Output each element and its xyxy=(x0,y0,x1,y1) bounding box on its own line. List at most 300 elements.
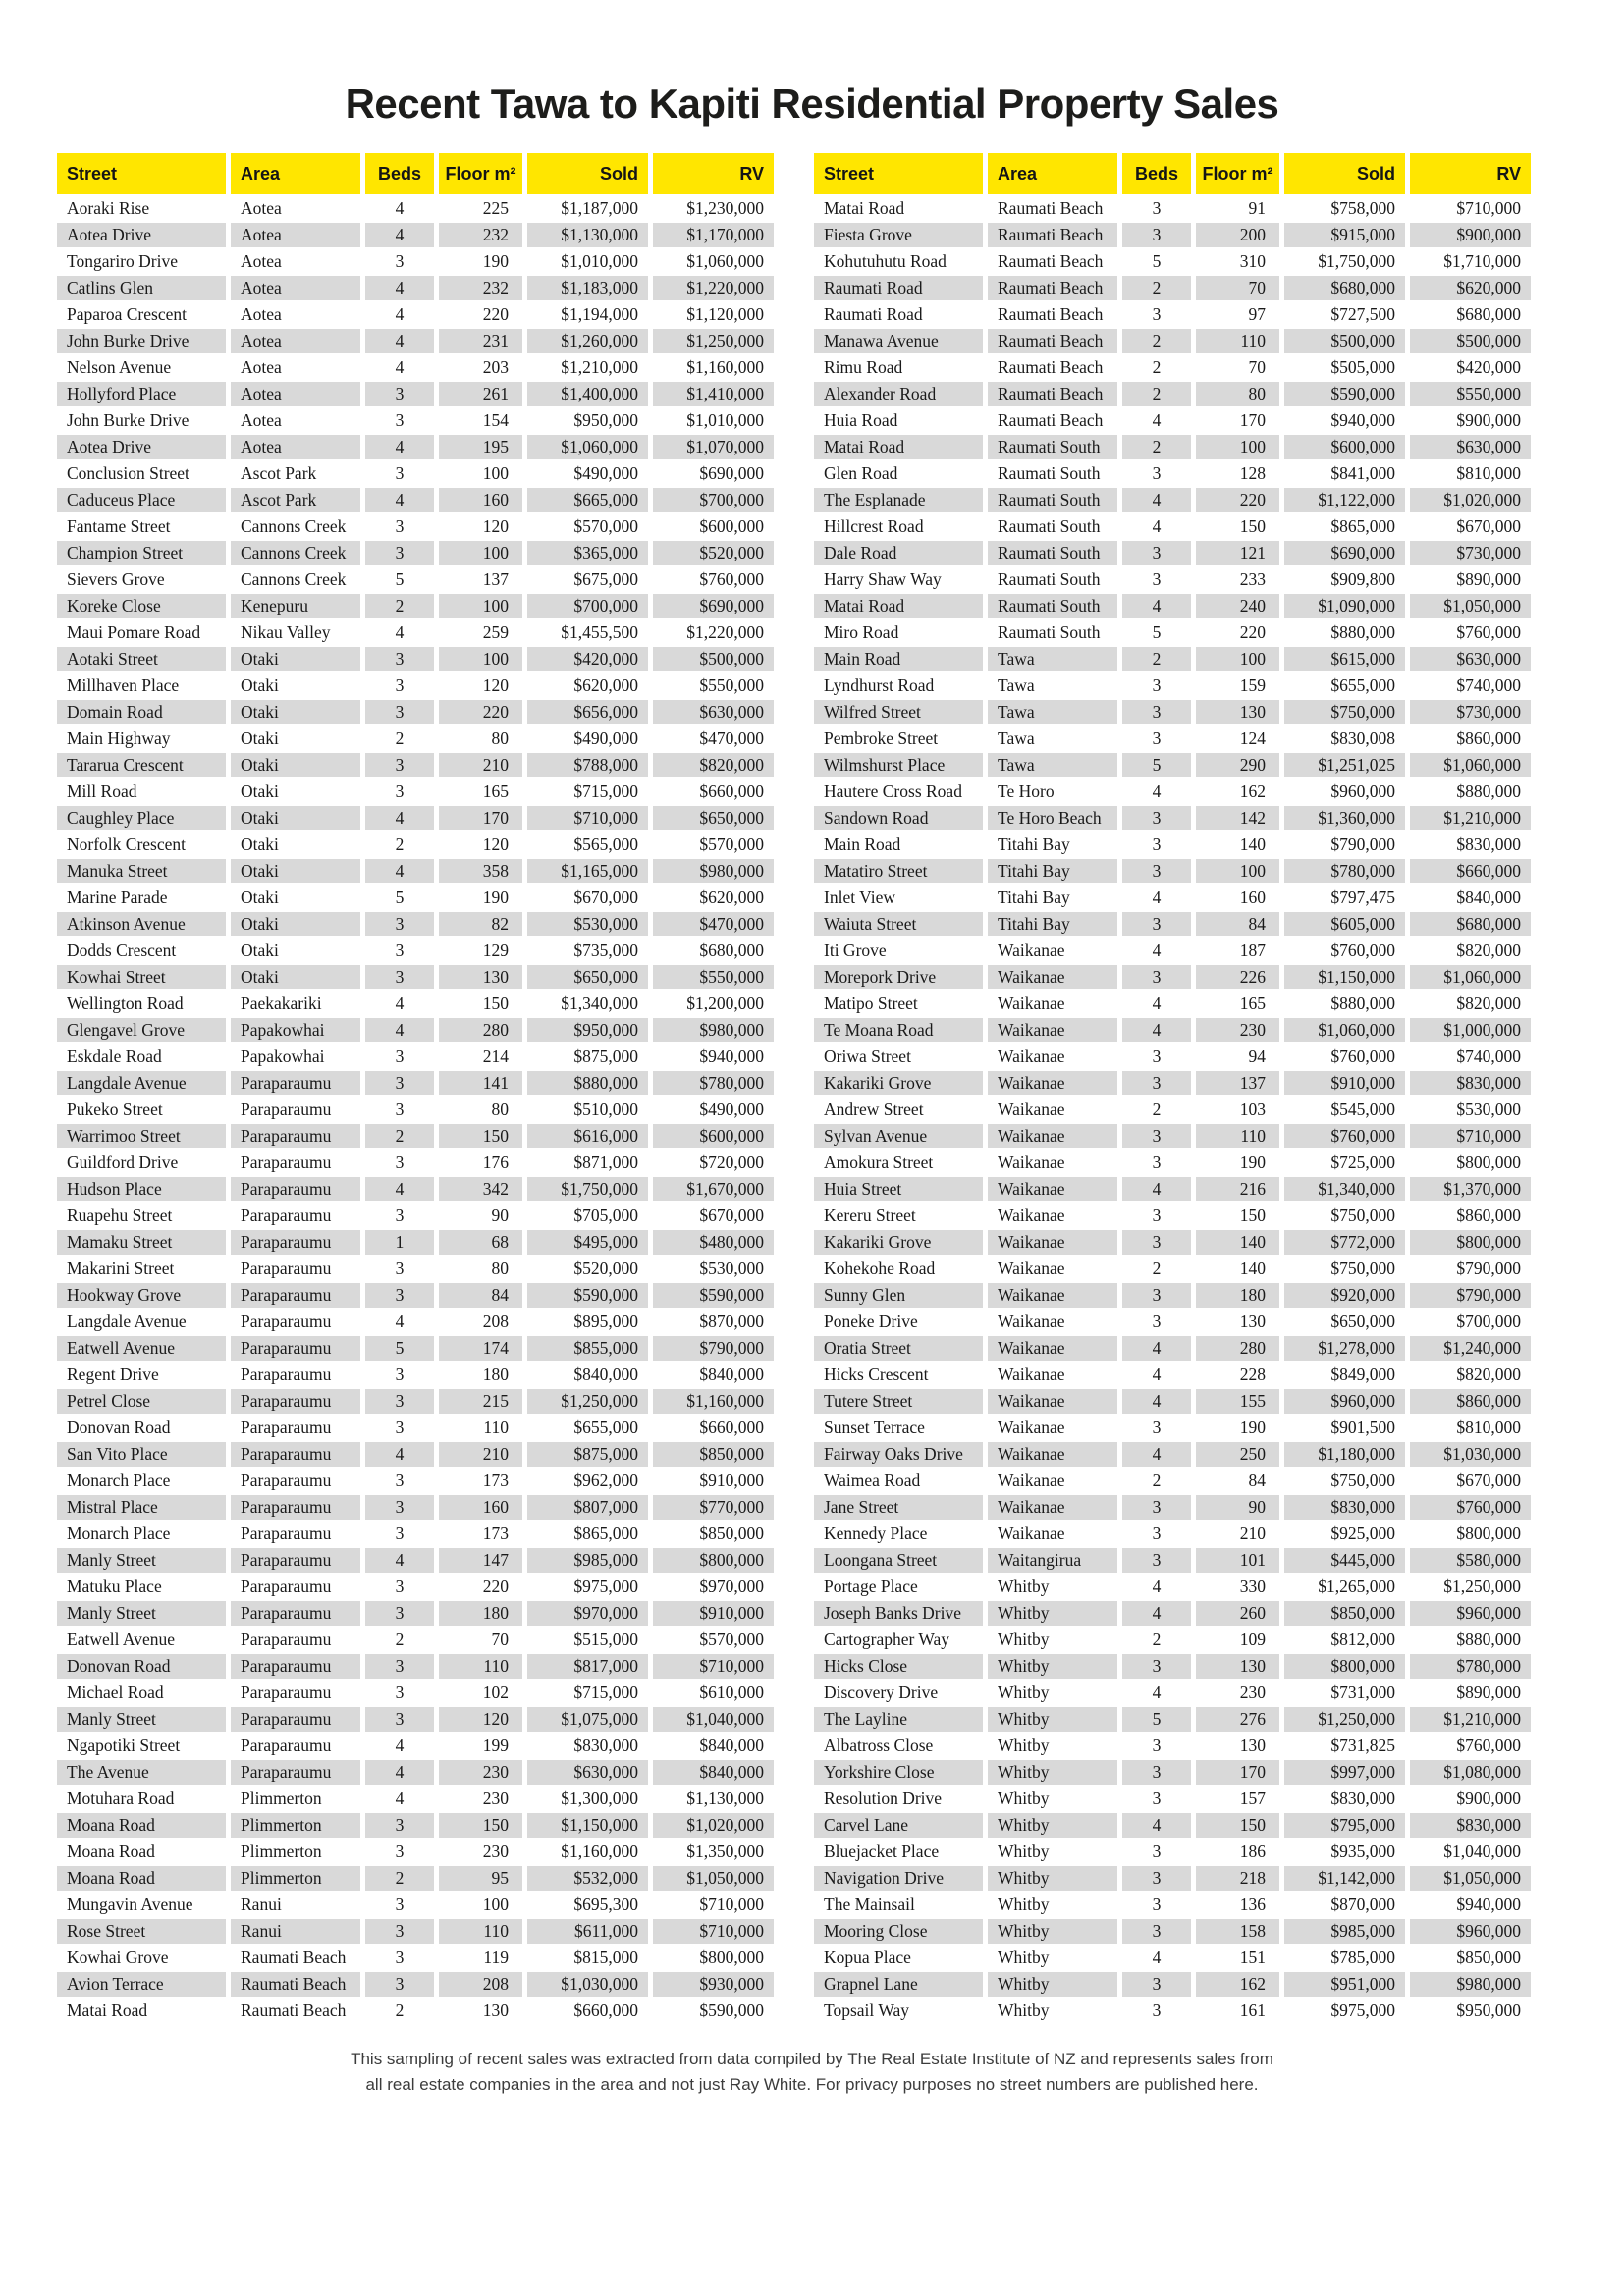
sold-cell: $815,000 xyxy=(527,1946,653,1972)
table-row xyxy=(814,1256,1531,1283)
rv-cell: $890,000 xyxy=(1410,1681,1531,1707)
area-cell: Otaki xyxy=(231,885,365,912)
beds-cell: 2 xyxy=(365,594,439,620)
beds-cell: 4 xyxy=(1122,938,1196,965)
table-row xyxy=(814,276,1531,302)
beds-cell: 2 xyxy=(1122,435,1196,461)
beds-cell: 5 xyxy=(1122,249,1196,276)
table-row xyxy=(814,1283,1531,1309)
table-row xyxy=(814,700,1531,726)
sold-cell: $620,000 xyxy=(527,673,653,700)
street-cell: Monarch Place xyxy=(57,1522,231,1548)
sold-cell: $1,750,000 xyxy=(527,1177,653,1203)
rv-cell: $820,000 xyxy=(653,753,774,779)
street-cell: Domain Road xyxy=(57,700,231,726)
area-cell: Waikanae xyxy=(988,965,1122,991)
street-cell: Sievers Grove xyxy=(57,567,231,594)
street-cell: Hautere Cross Road xyxy=(814,779,988,806)
beds-cell: 2 xyxy=(365,832,439,859)
beds-cell: 4 xyxy=(365,1018,439,1044)
beds-cell: 3 xyxy=(1122,461,1196,488)
floor-cell: 70 xyxy=(439,1628,527,1654)
table-row xyxy=(814,620,1531,647)
beds-cell: 3 xyxy=(365,1654,439,1681)
sold-cell: $920,000 xyxy=(1284,1283,1410,1309)
area-cell: Whitby xyxy=(988,1601,1122,1628)
street-cell: Morepork Drive xyxy=(814,965,988,991)
beds-cell: 4 xyxy=(1122,1362,1196,1389)
floor-cell: 165 xyxy=(1196,991,1284,1018)
area-cell: Waikanae xyxy=(988,938,1122,965)
floor-cell: 100 xyxy=(1196,647,1284,673)
table-row xyxy=(57,1071,774,1097)
sold-cell: $830,008 xyxy=(1284,726,1410,753)
street-cell: Kakariki Grove xyxy=(814,1071,988,1097)
area-cell: Raumati Beach xyxy=(988,408,1122,435)
area-cell: Aotea xyxy=(231,355,365,382)
street-cell: Eatwell Avenue xyxy=(57,1628,231,1654)
street-cell: John Burke Drive xyxy=(57,408,231,435)
area-cell: Paraparaumu xyxy=(231,1097,365,1124)
beds-cell: 3 xyxy=(1122,196,1196,223)
beds-cell: 4 xyxy=(1122,991,1196,1018)
table-row xyxy=(57,991,774,1018)
floor-cell: 342 xyxy=(439,1177,527,1203)
column-header-beds: Beds xyxy=(1122,153,1196,196)
rv-cell: $1,240,000 xyxy=(1410,1336,1531,1362)
sold-cell: $760,000 xyxy=(1284,938,1410,965)
sold-cell: $505,000 xyxy=(1284,355,1410,382)
beds-cell: 2 xyxy=(365,1866,439,1893)
area-cell: Papakowhai xyxy=(231,1044,365,1071)
beds-cell: 4 xyxy=(365,329,439,355)
beds-cell: 3 xyxy=(1122,1919,1196,1946)
area-cell: Ranui xyxy=(231,1893,365,1919)
street-cell: Kereru Street xyxy=(814,1203,988,1230)
sold-cell: $532,000 xyxy=(527,1866,653,1893)
rv-cell: $880,000 xyxy=(1410,1628,1531,1654)
floor-cell: 110 xyxy=(439,1654,527,1681)
beds-cell: 4 xyxy=(365,355,439,382)
floor-cell: 130 xyxy=(1196,700,1284,726)
rv-cell: $760,000 xyxy=(1410,620,1531,647)
floor-cell: 150 xyxy=(439,1813,527,1840)
street-cell: Aotaki Street xyxy=(57,647,231,673)
street-cell: Aoraki Rise xyxy=(57,196,231,223)
beds-cell: 3 xyxy=(365,1575,439,1601)
beds-cell: 4 xyxy=(365,1548,439,1575)
rv-cell: $500,000 xyxy=(653,647,774,673)
area-cell: Paraparaumu xyxy=(231,1734,365,1760)
table-row xyxy=(57,1628,774,1654)
beds-cell: 3 xyxy=(1122,541,1196,567)
beds-cell: 3 xyxy=(365,1840,439,1866)
rv-cell: $630,000 xyxy=(653,700,774,726)
floor-cell: 230 xyxy=(439,1760,527,1787)
tables-container xyxy=(0,153,1624,2025)
rv-cell: $730,000 xyxy=(1410,541,1531,567)
area-cell: Raumati Beach xyxy=(988,196,1122,223)
street-cell: Caughley Place xyxy=(57,806,231,832)
beds-cell: 4 xyxy=(365,620,439,647)
floor-cell: 137 xyxy=(1196,1071,1284,1097)
area-cell: Whitby xyxy=(988,1787,1122,1813)
floor-cell: 358 xyxy=(439,859,527,885)
table-row xyxy=(814,1203,1531,1230)
beds-cell: 4 xyxy=(365,806,439,832)
table-row xyxy=(57,1495,774,1522)
beds-cell: 5 xyxy=(365,885,439,912)
area-cell: Titahi Bay xyxy=(988,832,1122,859)
street-cell: Matipo Street xyxy=(814,991,988,1018)
area-cell: Waikanae xyxy=(988,1362,1122,1389)
rv-cell: $490,000 xyxy=(653,1097,774,1124)
floor-cell: 70 xyxy=(1196,355,1284,382)
street-cell: Main Road xyxy=(814,832,988,859)
rv-cell: $420,000 xyxy=(1410,355,1531,382)
rv-cell: $720,000 xyxy=(653,1150,774,1177)
area-cell: Paraparaumu xyxy=(231,1601,365,1628)
area-cell: Otaki xyxy=(231,938,365,965)
sold-cell: $665,000 xyxy=(527,488,653,514)
beds-cell: 3 xyxy=(1122,1999,1196,2025)
street-cell: Ngapotiki Street xyxy=(57,1734,231,1760)
rv-cell: $610,000 xyxy=(653,1681,774,1707)
street-cell: Iti Grove xyxy=(814,938,988,965)
street-cell: Ruapehu Street xyxy=(57,1203,231,1230)
sold-cell: $616,000 xyxy=(527,1124,653,1150)
street-cell: Loongana Street xyxy=(814,1548,988,1575)
rv-cell: $630,000 xyxy=(1410,435,1531,461)
area-cell: Ascot Park xyxy=(231,488,365,514)
beds-cell: 3 xyxy=(365,1946,439,1972)
floor-cell: 137 xyxy=(439,567,527,594)
beds-cell: 3 xyxy=(365,1415,439,1442)
street-cell: Aotea Drive xyxy=(57,223,231,249)
street-cell: Eskdale Road xyxy=(57,1044,231,1071)
floor-cell: 84 xyxy=(1196,912,1284,938)
beds-cell: 2 xyxy=(1122,1256,1196,1283)
area-cell: Paraparaumu xyxy=(231,1283,365,1309)
table-row xyxy=(814,1548,1531,1575)
table-row xyxy=(57,1097,774,1124)
sold-cell: $570,000 xyxy=(527,514,653,541)
rv-cell: $1,160,000 xyxy=(653,355,774,382)
area-cell: Aotea xyxy=(231,249,365,276)
sold-cell: $970,000 xyxy=(527,1601,653,1628)
street-cell: Millhaven Place xyxy=(57,673,231,700)
area-cell: Waikanae xyxy=(988,1203,1122,1230)
beds-cell: 2 xyxy=(1122,1628,1196,1654)
table-row xyxy=(57,647,774,673)
sold-cell: $660,000 xyxy=(527,1999,653,2025)
sold-cell: $951,000 xyxy=(1284,1972,1410,1999)
sold-cell: $731,825 xyxy=(1284,1734,1410,1760)
table-row xyxy=(57,1044,774,1071)
beds-cell: 4 xyxy=(1122,779,1196,806)
beds-cell: 3 xyxy=(1122,1734,1196,1760)
floor-cell: 91 xyxy=(1196,196,1284,223)
sold-cell: $985,000 xyxy=(527,1548,653,1575)
table-row xyxy=(57,1654,774,1681)
street-cell: Paparoa Crescent xyxy=(57,302,231,329)
beds-cell: 4 xyxy=(1122,1018,1196,1044)
table-row xyxy=(814,1044,1531,1071)
area-cell: Otaki xyxy=(231,806,365,832)
rv-cell: $850,000 xyxy=(653,1442,774,1468)
area-cell: Waikanae xyxy=(988,1230,1122,1256)
street-cell: Kohutuhutu Road xyxy=(814,249,988,276)
area-cell: Aotea xyxy=(231,408,365,435)
table-row xyxy=(814,1734,1531,1760)
street-cell: Donovan Road xyxy=(57,1654,231,1681)
sold-cell: $830,000 xyxy=(527,1734,653,1760)
floor-cell: 160 xyxy=(439,488,527,514)
street-cell: Tararua Crescent xyxy=(57,753,231,779)
street-cell: Lyndhurst Road xyxy=(814,673,988,700)
rv-cell: $1,210,000 xyxy=(1410,806,1531,832)
street-cell: Wilfred Street xyxy=(814,700,988,726)
street-cell: Matatiro Street xyxy=(814,859,988,885)
sold-cell: $675,000 xyxy=(527,567,653,594)
floor-cell: 110 xyxy=(1196,1124,1284,1150)
table-row xyxy=(814,408,1531,435)
rv-cell: $950,000 xyxy=(1410,1999,1531,2025)
street-cell: Carvel Lane xyxy=(814,1813,988,1840)
table-row xyxy=(814,541,1531,567)
street-cell: Eatwell Avenue xyxy=(57,1336,231,1362)
rv-cell: $1,160,000 xyxy=(653,1389,774,1415)
sold-cell: $510,000 xyxy=(527,1097,653,1124)
area-cell: Raumati South xyxy=(988,461,1122,488)
table-row xyxy=(57,779,774,806)
beds-cell: 3 xyxy=(365,965,439,991)
floor-cell: 150 xyxy=(1196,514,1284,541)
area-cell: Raumati South xyxy=(988,594,1122,620)
street-cell: Raumati Road xyxy=(814,302,988,329)
beds-cell: 2 xyxy=(1122,276,1196,302)
floor-cell: 180 xyxy=(439,1601,527,1628)
sold-cell: $1,060,000 xyxy=(1284,1018,1410,1044)
sold-cell: $656,000 xyxy=(527,700,653,726)
sold-cell: $1,122,000 xyxy=(1284,488,1410,514)
floor-cell: 310 xyxy=(1196,249,1284,276)
beds-cell: 3 xyxy=(1122,1522,1196,1548)
table-row xyxy=(814,514,1531,541)
table-row xyxy=(814,1230,1531,1256)
beds-cell: 3 xyxy=(365,249,439,276)
area-cell: Otaki xyxy=(231,912,365,938)
rv-cell: $730,000 xyxy=(1410,700,1531,726)
street-cell: Mistral Place xyxy=(57,1495,231,1522)
table-row xyxy=(57,673,774,700)
table-row xyxy=(57,1760,774,1787)
table-row xyxy=(57,1468,774,1495)
floor-cell: 70 xyxy=(1196,276,1284,302)
table-row xyxy=(814,355,1531,382)
beds-cell: 4 xyxy=(1122,1442,1196,1468)
floor-cell: 208 xyxy=(439,1309,527,1336)
street-cell: Mooring Close xyxy=(814,1919,988,1946)
rv-cell: $700,000 xyxy=(653,488,774,514)
street-cell: Rose Street xyxy=(57,1919,231,1946)
beds-cell: 3 xyxy=(365,1362,439,1389)
beds-cell: 3 xyxy=(365,1150,439,1177)
street-cell: Aotea Drive xyxy=(57,435,231,461)
floor-cell: 216 xyxy=(1196,1177,1284,1203)
rv-cell: $1,050,000 xyxy=(1410,594,1531,620)
table-row xyxy=(57,435,774,461)
sold-cell: $797,475 xyxy=(1284,885,1410,912)
sold-cell: $865,000 xyxy=(527,1522,653,1548)
floor-cell: 180 xyxy=(439,1362,527,1389)
sold-cell: $420,000 xyxy=(527,647,653,673)
floor-cell: 150 xyxy=(1196,1203,1284,1230)
beds-cell: 3 xyxy=(365,1071,439,1097)
beds-cell: 3 xyxy=(1122,965,1196,991)
floor-cell: 80 xyxy=(439,726,527,753)
area-cell: Tawa xyxy=(988,673,1122,700)
sold-cell: $865,000 xyxy=(1284,514,1410,541)
sold-cell: $1,142,000 xyxy=(1284,1866,1410,1893)
street-cell: Fairway Oaks Drive xyxy=(814,1442,988,1468)
street-cell: Manly Street xyxy=(57,1707,231,1734)
area-cell: Titahi Bay xyxy=(988,859,1122,885)
beds-cell: 3 xyxy=(1122,700,1196,726)
table-row xyxy=(814,832,1531,859)
beds-cell: 3 xyxy=(365,1919,439,1946)
street-cell: The Esplanade xyxy=(814,488,988,514)
area-cell: Whitby xyxy=(988,1946,1122,1972)
rv-cell: $1,670,000 xyxy=(653,1177,774,1203)
beds-cell: 2 xyxy=(365,1999,439,2025)
sold-cell: $901,500 xyxy=(1284,1415,1410,1442)
table-row xyxy=(57,1124,774,1150)
area-cell: Aotea xyxy=(231,223,365,249)
beds-cell: 4 xyxy=(365,1760,439,1787)
beds-cell: 4 xyxy=(1122,408,1196,435)
table-row xyxy=(57,223,774,249)
sales-table-left xyxy=(57,153,774,2025)
sold-cell: $960,000 xyxy=(1284,1389,1410,1415)
beds-cell: 5 xyxy=(1122,620,1196,647)
sold-cell: $611,000 xyxy=(527,1919,653,1946)
floor-cell: 290 xyxy=(1196,753,1284,779)
sold-cell: $950,000 xyxy=(527,408,653,435)
street-cell: Avion Terrace xyxy=(57,1972,231,1999)
area-cell: Paraparaumu xyxy=(231,1522,365,1548)
table-row xyxy=(57,461,774,488)
sold-cell: $795,000 xyxy=(1284,1813,1410,1840)
sold-cell: $565,000 xyxy=(527,832,653,859)
table-row xyxy=(814,1628,1531,1654)
street-cell: John Burke Drive xyxy=(57,329,231,355)
street-cell: Manuka Street xyxy=(57,859,231,885)
sold-cell: $727,500 xyxy=(1284,302,1410,329)
sold-cell: $750,000 xyxy=(1284,700,1410,726)
beds-cell: 3 xyxy=(365,938,439,965)
rv-cell: $910,000 xyxy=(653,1601,774,1628)
rv-cell: $1,060,000 xyxy=(1410,753,1531,779)
table-row xyxy=(57,1575,774,1601)
area-cell: Paraparaumu xyxy=(231,1681,365,1707)
sold-cell: $1,130,000 xyxy=(527,223,653,249)
area-cell: Raumati Beach xyxy=(988,223,1122,249)
street-cell: Donovan Road xyxy=(57,1415,231,1442)
street-cell: Cartographer Way xyxy=(814,1628,988,1654)
street-cell: The Avenue xyxy=(57,1760,231,1787)
sold-cell: $1,160,000 xyxy=(527,1840,653,1866)
table-row xyxy=(814,859,1531,885)
sold-cell: $975,000 xyxy=(1284,1999,1410,2025)
floor-cell: 174 xyxy=(439,1336,527,1362)
table-row xyxy=(57,806,774,832)
floor-cell: 170 xyxy=(439,806,527,832)
area-cell: Paraparaumu xyxy=(231,1150,365,1177)
rv-cell: $800,000 xyxy=(653,1946,774,1972)
area-cell: Raumati Beach xyxy=(988,276,1122,302)
table-row xyxy=(57,1681,774,1707)
area-cell: Whitby xyxy=(988,1893,1122,1919)
sold-cell: $875,000 xyxy=(527,1044,653,1071)
area-cell: Paraparaumu xyxy=(231,1362,365,1389)
street-cell: Matai Road xyxy=(814,594,988,620)
area-cell: Raumati Beach xyxy=(231,1972,365,1999)
rv-cell: $1,030,000 xyxy=(1410,1442,1531,1468)
floor-cell: 100 xyxy=(1196,435,1284,461)
floor-cell: 162 xyxy=(1196,1972,1284,1999)
table-row xyxy=(57,1018,774,1044)
table-row xyxy=(814,329,1531,355)
rv-cell: $790,000 xyxy=(1410,1283,1531,1309)
sold-cell: $655,000 xyxy=(527,1415,653,1442)
area-cell: Otaki xyxy=(231,673,365,700)
sold-cell: $650,000 xyxy=(1284,1309,1410,1336)
rv-cell: $760,000 xyxy=(1410,1734,1531,1760)
table-row xyxy=(814,567,1531,594)
beds-cell: 3 xyxy=(365,1097,439,1124)
street-cell: Kowhai Street xyxy=(57,965,231,991)
sold-cell: $590,000 xyxy=(1284,382,1410,408)
rv-cell: $710,000 xyxy=(653,1654,774,1681)
column-header-rv: RV xyxy=(1410,153,1531,196)
street-cell: Sunny Glen xyxy=(814,1283,988,1309)
area-cell: Paraparaumu xyxy=(231,1548,365,1575)
street-cell: Waimea Road xyxy=(814,1468,988,1495)
beds-cell: 3 xyxy=(1122,1840,1196,1866)
floor-cell: 203 xyxy=(439,355,527,382)
floor-cell: 102 xyxy=(439,1681,527,1707)
table-row xyxy=(57,514,774,541)
table-row xyxy=(814,1972,1531,1999)
floor-cell: 280 xyxy=(1196,1336,1284,1362)
floor-cell: 160 xyxy=(439,1495,527,1522)
area-cell: Te Horo xyxy=(988,779,1122,806)
area-cell: Whitby xyxy=(988,1840,1122,1866)
beds-cell: 3 xyxy=(365,541,439,567)
floor-cell: 155 xyxy=(1196,1389,1284,1415)
floor-cell: 124 xyxy=(1196,726,1284,753)
sold-cell: $935,000 xyxy=(1284,1840,1410,1866)
sold-cell: $880,000 xyxy=(1284,620,1410,647)
rv-cell: $1,220,000 xyxy=(653,276,774,302)
sold-cell: $788,000 xyxy=(527,753,653,779)
area-cell: Aotea xyxy=(231,382,365,408)
area-cell: Waikanae xyxy=(988,1124,1122,1150)
street-cell: Grapnel Lane xyxy=(814,1972,988,1999)
rv-cell: $530,000 xyxy=(653,1256,774,1283)
area-cell: Waikanae xyxy=(988,1389,1122,1415)
